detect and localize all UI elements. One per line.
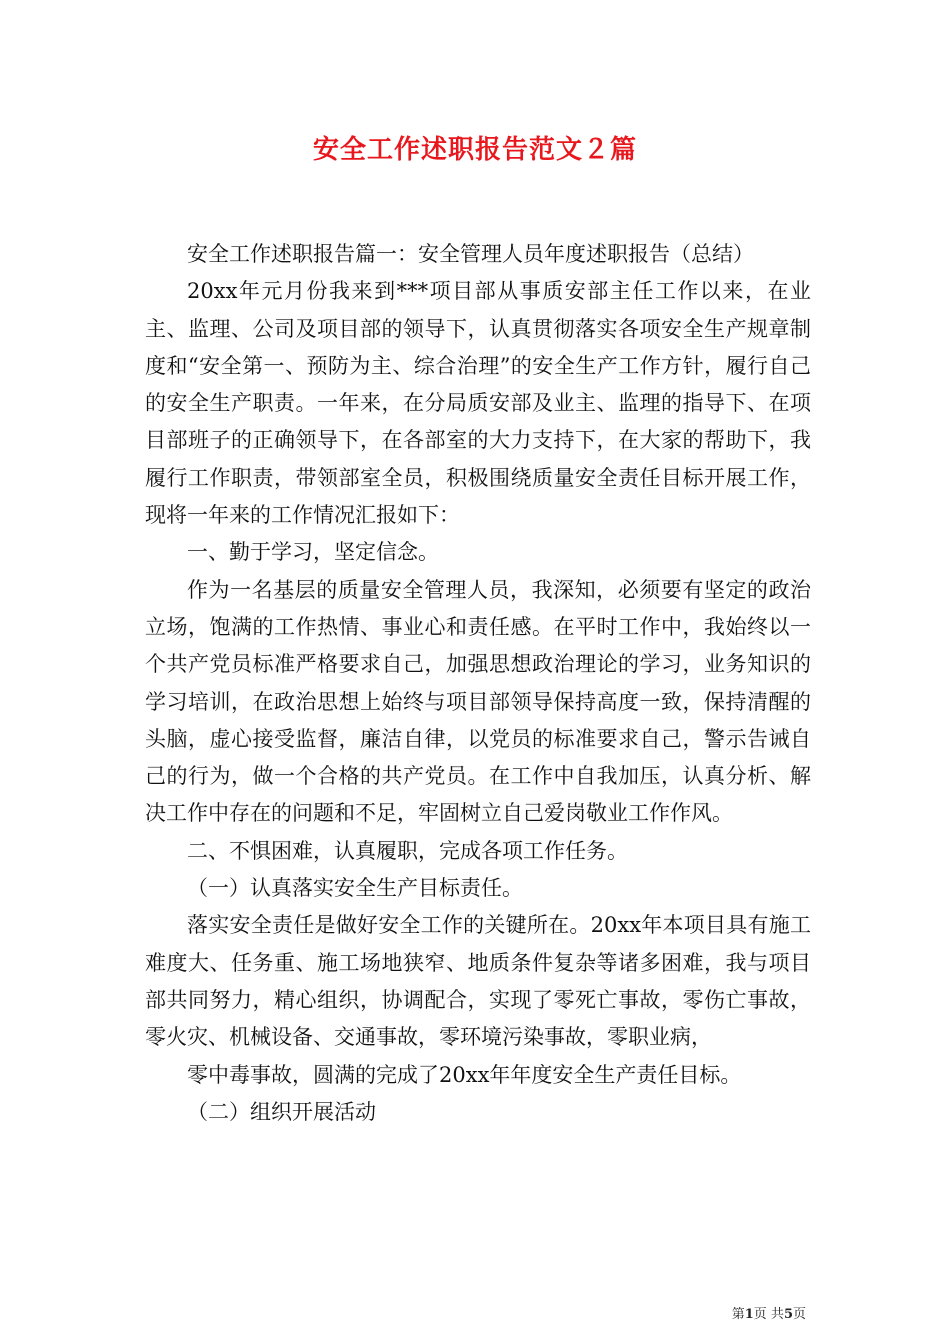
page-number-footer [732,1306,806,1324]
page-title: 安全工作述职报告范文２篇 [312,135,637,165]
footer-total-pages: 5 [783,1307,793,1322]
footer-current-page: 1 [744,1307,754,1322]
footer-suffix: 页 [792,1307,806,1322]
section-heading: 安全工作述职报告篇一：安全管理人员年度述职报告（总结） [187,242,754,266]
body-paragraph: 作为一名基层的质量安全管理人员，我深知，必须要有坚定的政治立场，饱满的工作热情、事业心和责任感。在平时工作中，我始终以一个共产党员标准严格要求自己，加强思想政治理论的学习，业务知识的学习培训，在政治思想上始终与项目部领导保持高度一致，保持清醒的头脑，虚心接受监督，廉洁自律，以党员的标准要求自己，警示告诫自己的行为，做一个合格的共产党员。在工作中自我加压，认真分析、解决工作中存在的问题和不足，牢固树立自己爱岗敬业工作作风。 [145,577,811,826]
subsection-heading: （二）组织开展活动 [187,1099,376,1124]
body-paragraph: 20xx年元月份我来到***项目部从事质安部主任工作以来，在业主、监理、公司及项目部的领导下，认真贯彻落实各项安全生产规章制度和“安全第一、预防为主、综合治理”的安全生产工作方针，履行自己的安全生产职责。一年来，在分局质安部及业主、监理的指导下、在项目部班子的正确领导下，在各部室的大力支持下，在大家的帮助下，我履行工作职责，带领部室全员，积极围绕质量安全责任目标开展工作，现将一年来的工作情况汇报如下： [145,279,811,528]
body-paragraph: 零中毒事故，圆满的完成了20xx年年度安全生产责任目标。 [187,1062,742,1087]
document-body [145,236,811,1131]
footer-prefix: 第 [731,1307,745,1322]
section-heading: 一、勤于学习，坚定信念。 [187,540,439,565]
body-paragraph: 落实安全责任是做好安全工作的关键所在。20xx年本项目具有施工难度大、任务重、施工场地狭窄、地质条件复杂等诸多困难，我与项目部共同努力，精心组织，协调配合，实现了零死亡事故，零伤亡事故，零火灾、机械设备、交通事故，零环境污染事故，零职业病， [145,913,811,1050]
section-heading: 二、不惧困难，认真履职，完成各项工作任务。 [187,838,628,863]
subsection-heading: （一）认真落实安全生产目标责任。 [187,876,523,901]
footer-middle: 页 共 [753,1307,784,1322]
